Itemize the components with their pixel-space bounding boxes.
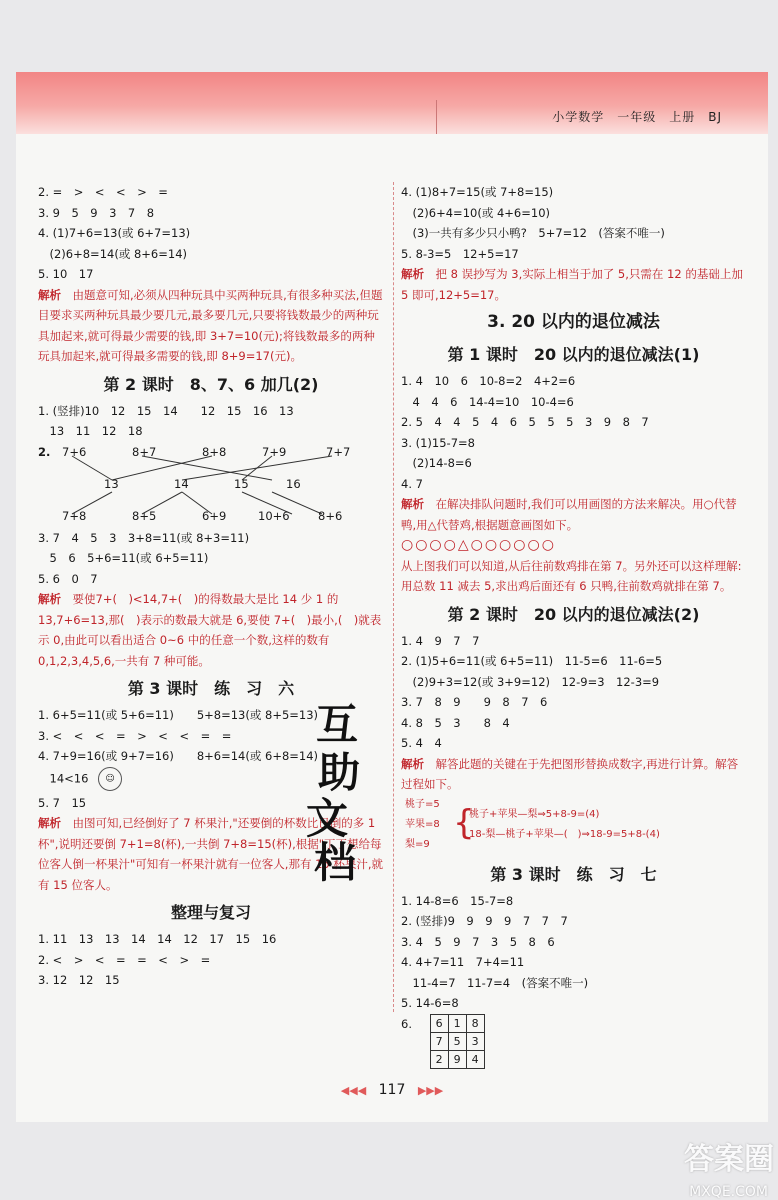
answer-line: 3. 9 5 9 3 7 8 xyxy=(38,205,155,220)
equation-item: 梨=9 xyxy=(405,838,430,850)
column-divider xyxy=(393,182,394,1012)
equation-brace: { xyxy=(453,802,475,843)
match-item: 16 xyxy=(286,476,301,491)
answer-line: 4. 7 xyxy=(401,476,423,491)
analysis-label: 解析 xyxy=(38,816,61,830)
handwritten-char: 文 xyxy=(306,794,349,843)
answer-line: 3. 7 8 9 9 8 7 6 xyxy=(401,695,548,709)
answer-line: (2)9+3=12(或 3+9=12) 12-9=3 12-3=9 xyxy=(401,674,660,689)
header-text: 小学数学 一年级 上册 BJ xyxy=(552,110,722,124)
grid-cell: 1 xyxy=(448,1014,466,1032)
answer-line: (2)6+4=10(或 4+6=10) xyxy=(401,205,550,220)
answer-line: (2)14-8=6 xyxy=(401,456,472,470)
analysis-text: 由图可知,已经倒好了 7 杯果汁,"还要倒的杯数比已倒的多 1 杯",说明还要倒 7+1=8(杯),一共倒 7+8=15(杯),根据"丁丁想给每位客人倒一杯果汁"可知有一杯果汁就有一位客人,那有 15 杯果汁,就有 15 位客人。 xyxy=(38,816,384,892)
handwritten-char: 档 xyxy=(314,838,357,887)
analysis-text: 在解决排队问题时,我们可以用画图的方法来解决。用○代替鸭,用△代替鸡,根据题意画图如下。 xyxy=(401,497,737,532)
answer-line: 3. 4 5 9 7 3 5 8 6 xyxy=(401,934,555,949)
answer-line: 4. 8 5 3 8 4 xyxy=(401,715,510,730)
smiley-face-icon: ☺ xyxy=(98,767,122,791)
section-title: 第 2 课时 8、7、6 加几(2) xyxy=(103,374,319,394)
grid-cell: 9 xyxy=(448,1050,466,1068)
answer-line: 14<16 xyxy=(38,771,89,785)
analysis-label: 解析 xyxy=(38,592,61,606)
handwritten-char: 助 xyxy=(318,748,361,797)
analysis-text: 把 8 误抄写为 3,实际上相当于加了 5,只需在 12 的基础上加 5 即可,12+5=17。 xyxy=(401,267,743,302)
answer-line: (3)一共有多少只小鸭? 5+7=12 (答案不唯一) xyxy=(401,226,665,240)
grid-cell: 7 xyxy=(430,1032,448,1050)
match-item: 7+6 xyxy=(62,444,87,459)
analysis-label: 解析 xyxy=(401,497,424,511)
answer-line: 1. 11 13 13 14 14 12 17 15 16 xyxy=(38,932,277,946)
answer-line: 2. (1)5+6=11(或 6+5=11) 11-5=6 11-6=5 xyxy=(401,654,663,668)
answer-line: 11-4=7 11-7=4 (答案不唯一) xyxy=(401,975,589,990)
answer-line: 5. 8-3=5 12+5=17 xyxy=(401,246,519,261)
grid-cell: 5 xyxy=(448,1032,466,1050)
analysis-block xyxy=(38,285,384,367)
watermark-brand: 答案圈 xyxy=(684,1142,774,1177)
analysis-text: 解答此题的关键在于先把图形替换成数字,再进行计算。解答过程如下。 xyxy=(401,756,739,791)
analysis-text: 从上图我们可以知道,从后往前数鸡排在第 7。另外还可以这样理解:用总数 11 减去 5,求出鸡后面还有 6 只鸭,往前数鸡就排在第 7。 xyxy=(401,558,742,593)
answer-line: 13 11 12 18 xyxy=(38,424,143,438)
equation-item: 18-梨—桃子+苹果—( )⇒18-9=5+8-(4) xyxy=(469,828,660,840)
answer-line: 2. (竖排)9 9 9 9 7 7 7 xyxy=(401,914,568,928)
match-item: 15 xyxy=(234,476,249,491)
right-column xyxy=(401,182,746,1069)
analysis-block xyxy=(401,754,746,795)
answer-line: 1. (竖排)10 12 15 14 12 15 16 13 xyxy=(38,403,294,418)
match-item: 8+8 xyxy=(202,444,227,459)
section-title: 第 3 课时 练 习 六 xyxy=(127,679,295,698)
match-item: 6+9 xyxy=(202,508,227,523)
analysis-text: 要使7+( )<14,7+( )的得数最大是比 14 少 1 的 13,7+6=13,那( )表示的数最大就是 6,要使 7+( )最小,( )就表示 0,由此可以看出适合 0~6 中的任意一个数,这样的数有 0,1,2,3,4,5,6,一共有 7 种可能。 xyxy=(38,592,382,668)
match-item: 7+7 xyxy=(326,444,351,459)
analysis-block xyxy=(401,264,746,305)
answer-line: 5. 14-6=8 xyxy=(401,996,459,1010)
grid-cell: 3 xyxy=(466,1032,484,1050)
matching-number: 2. xyxy=(38,444,51,459)
match-item: 8+7 xyxy=(132,444,157,459)
grid-cell: 4 xyxy=(466,1050,484,1068)
grid-cell: 6 xyxy=(430,1014,448,1032)
section-title: 第 3 课时 练 习 七 xyxy=(490,864,657,884)
answer-line: 5. 4 4 xyxy=(401,736,442,750)
match-item: 8+5 xyxy=(132,508,157,523)
equation-item: 桃子+苹果—梨⇒5+8-9=(4) xyxy=(469,808,600,820)
handwritten-char: 互 xyxy=(316,700,359,749)
answer-line: 2. = > < < > = xyxy=(38,185,168,199)
answer-line: 2. < > < = = < > = xyxy=(38,952,211,967)
unit-title: 3. 20 以内的退位减法 xyxy=(487,312,660,332)
watermark-url: MXQE.COM xyxy=(689,1184,768,1200)
answer-line: (2)6+8=14(或 8+6=14) xyxy=(38,246,187,261)
answer-line: 6. xyxy=(401,1016,412,1031)
match-item: 8+6 xyxy=(318,508,343,523)
analysis-block xyxy=(401,494,746,535)
analysis-block xyxy=(38,589,384,671)
answer-line: 1. 6+5=11(或 5+6=11) 5+8=13(或 8+5=13) xyxy=(38,708,319,722)
header-divider xyxy=(436,100,437,134)
magic-square-row xyxy=(401,1014,746,1069)
answer-line: 5. 6 0 7 xyxy=(38,571,98,586)
answer-line: 4 4 6 14-4=10 10-4=6 xyxy=(401,394,574,409)
section-title: 整理与复习 xyxy=(170,903,251,922)
equation-right xyxy=(469,805,660,845)
answer-line: 5. 10 17 xyxy=(38,267,94,281)
equation-item: 桃子=5 xyxy=(405,798,440,810)
section-title: 第 1 课时 20 以内的退位减法(1) xyxy=(447,345,700,364)
answer-line: 4. (1)8+7=15(或 7+8=15) xyxy=(401,185,554,199)
queue-diagram: ○○○○△○○○○○○ xyxy=(401,537,556,553)
answer-line: 2. 5 4 4 5 4 6 5 5 5 3 9 8 7 xyxy=(401,415,649,429)
answer-line: 1. 4 10 6 10-8=2 4+2=6 xyxy=(401,374,576,388)
answer-line: 3. 12 12 15 xyxy=(38,973,120,987)
match-item: 13 xyxy=(104,476,119,491)
analysis-label: 解析 xyxy=(401,756,424,771)
grid-cell: 2 xyxy=(430,1050,448,1068)
equation-item: 苹果=8 xyxy=(405,818,440,830)
answer-line: 4. 7+9=16(或 9+7=16) 8+6=14(或 6+8=14) xyxy=(38,749,319,763)
page xyxy=(16,72,768,1122)
analysis-label: 解析 xyxy=(401,267,424,281)
answer-line: 5. 7 15 xyxy=(38,795,87,810)
answer-line: 3. < < < = > < < = = xyxy=(38,728,232,743)
header-bar xyxy=(16,72,768,134)
magic-square xyxy=(430,1014,485,1069)
equation-left xyxy=(405,795,440,855)
match-item: 7+8 xyxy=(62,508,87,523)
analysis-label: 解析 xyxy=(38,287,61,302)
answer-line: 3. (1)15-7=8 xyxy=(401,435,475,450)
analysis-text: 由题意可知,必须从四种玩具中买两种玩具,有很多种买法,但题目要求买两种玩具最少要几元,最多要几元,只要将钱数最少的两种玩具加起来,就可得最少需要的钱,即 3+7=10(元);将钱数最多的两种玩具加起来,就可得最多需要的钱,即 8+9=17(元)。 xyxy=(38,287,383,363)
answer-line: 1. 14-8=6 15-7=8 xyxy=(401,893,514,908)
prev-arrows-icon: ◀◀◀ xyxy=(340,1084,367,1097)
match-item: 14 xyxy=(174,476,189,491)
left-answers-1 xyxy=(38,182,384,285)
page-number: 117 xyxy=(378,1082,406,1098)
answer-line: 4. (1)7+6=13(或 6+7=13) xyxy=(38,226,191,240)
match-item: 10+6 xyxy=(258,508,290,523)
answer-line: 5 6 5+6=11(或 6+5=11) xyxy=(38,551,209,565)
section-title: 第 2 课时 20 以内的退位减法(2) xyxy=(447,604,700,624)
next-arrows-icon: ▶▶▶ xyxy=(417,1084,444,1097)
page-footer xyxy=(16,1082,768,1098)
answer-line: 4. 4+7=11 7+4=11 xyxy=(401,955,525,969)
matching-exercise xyxy=(38,442,384,528)
grid-cell: 8 xyxy=(466,1014,484,1032)
equation-block xyxy=(401,795,746,857)
answer-line: 3. 7 4 5 3 3+8=11(或 8+3=11) xyxy=(38,530,250,545)
match-item: 7+9 xyxy=(262,444,287,459)
answer-line: 1. 4 9 7 7 xyxy=(401,633,480,648)
